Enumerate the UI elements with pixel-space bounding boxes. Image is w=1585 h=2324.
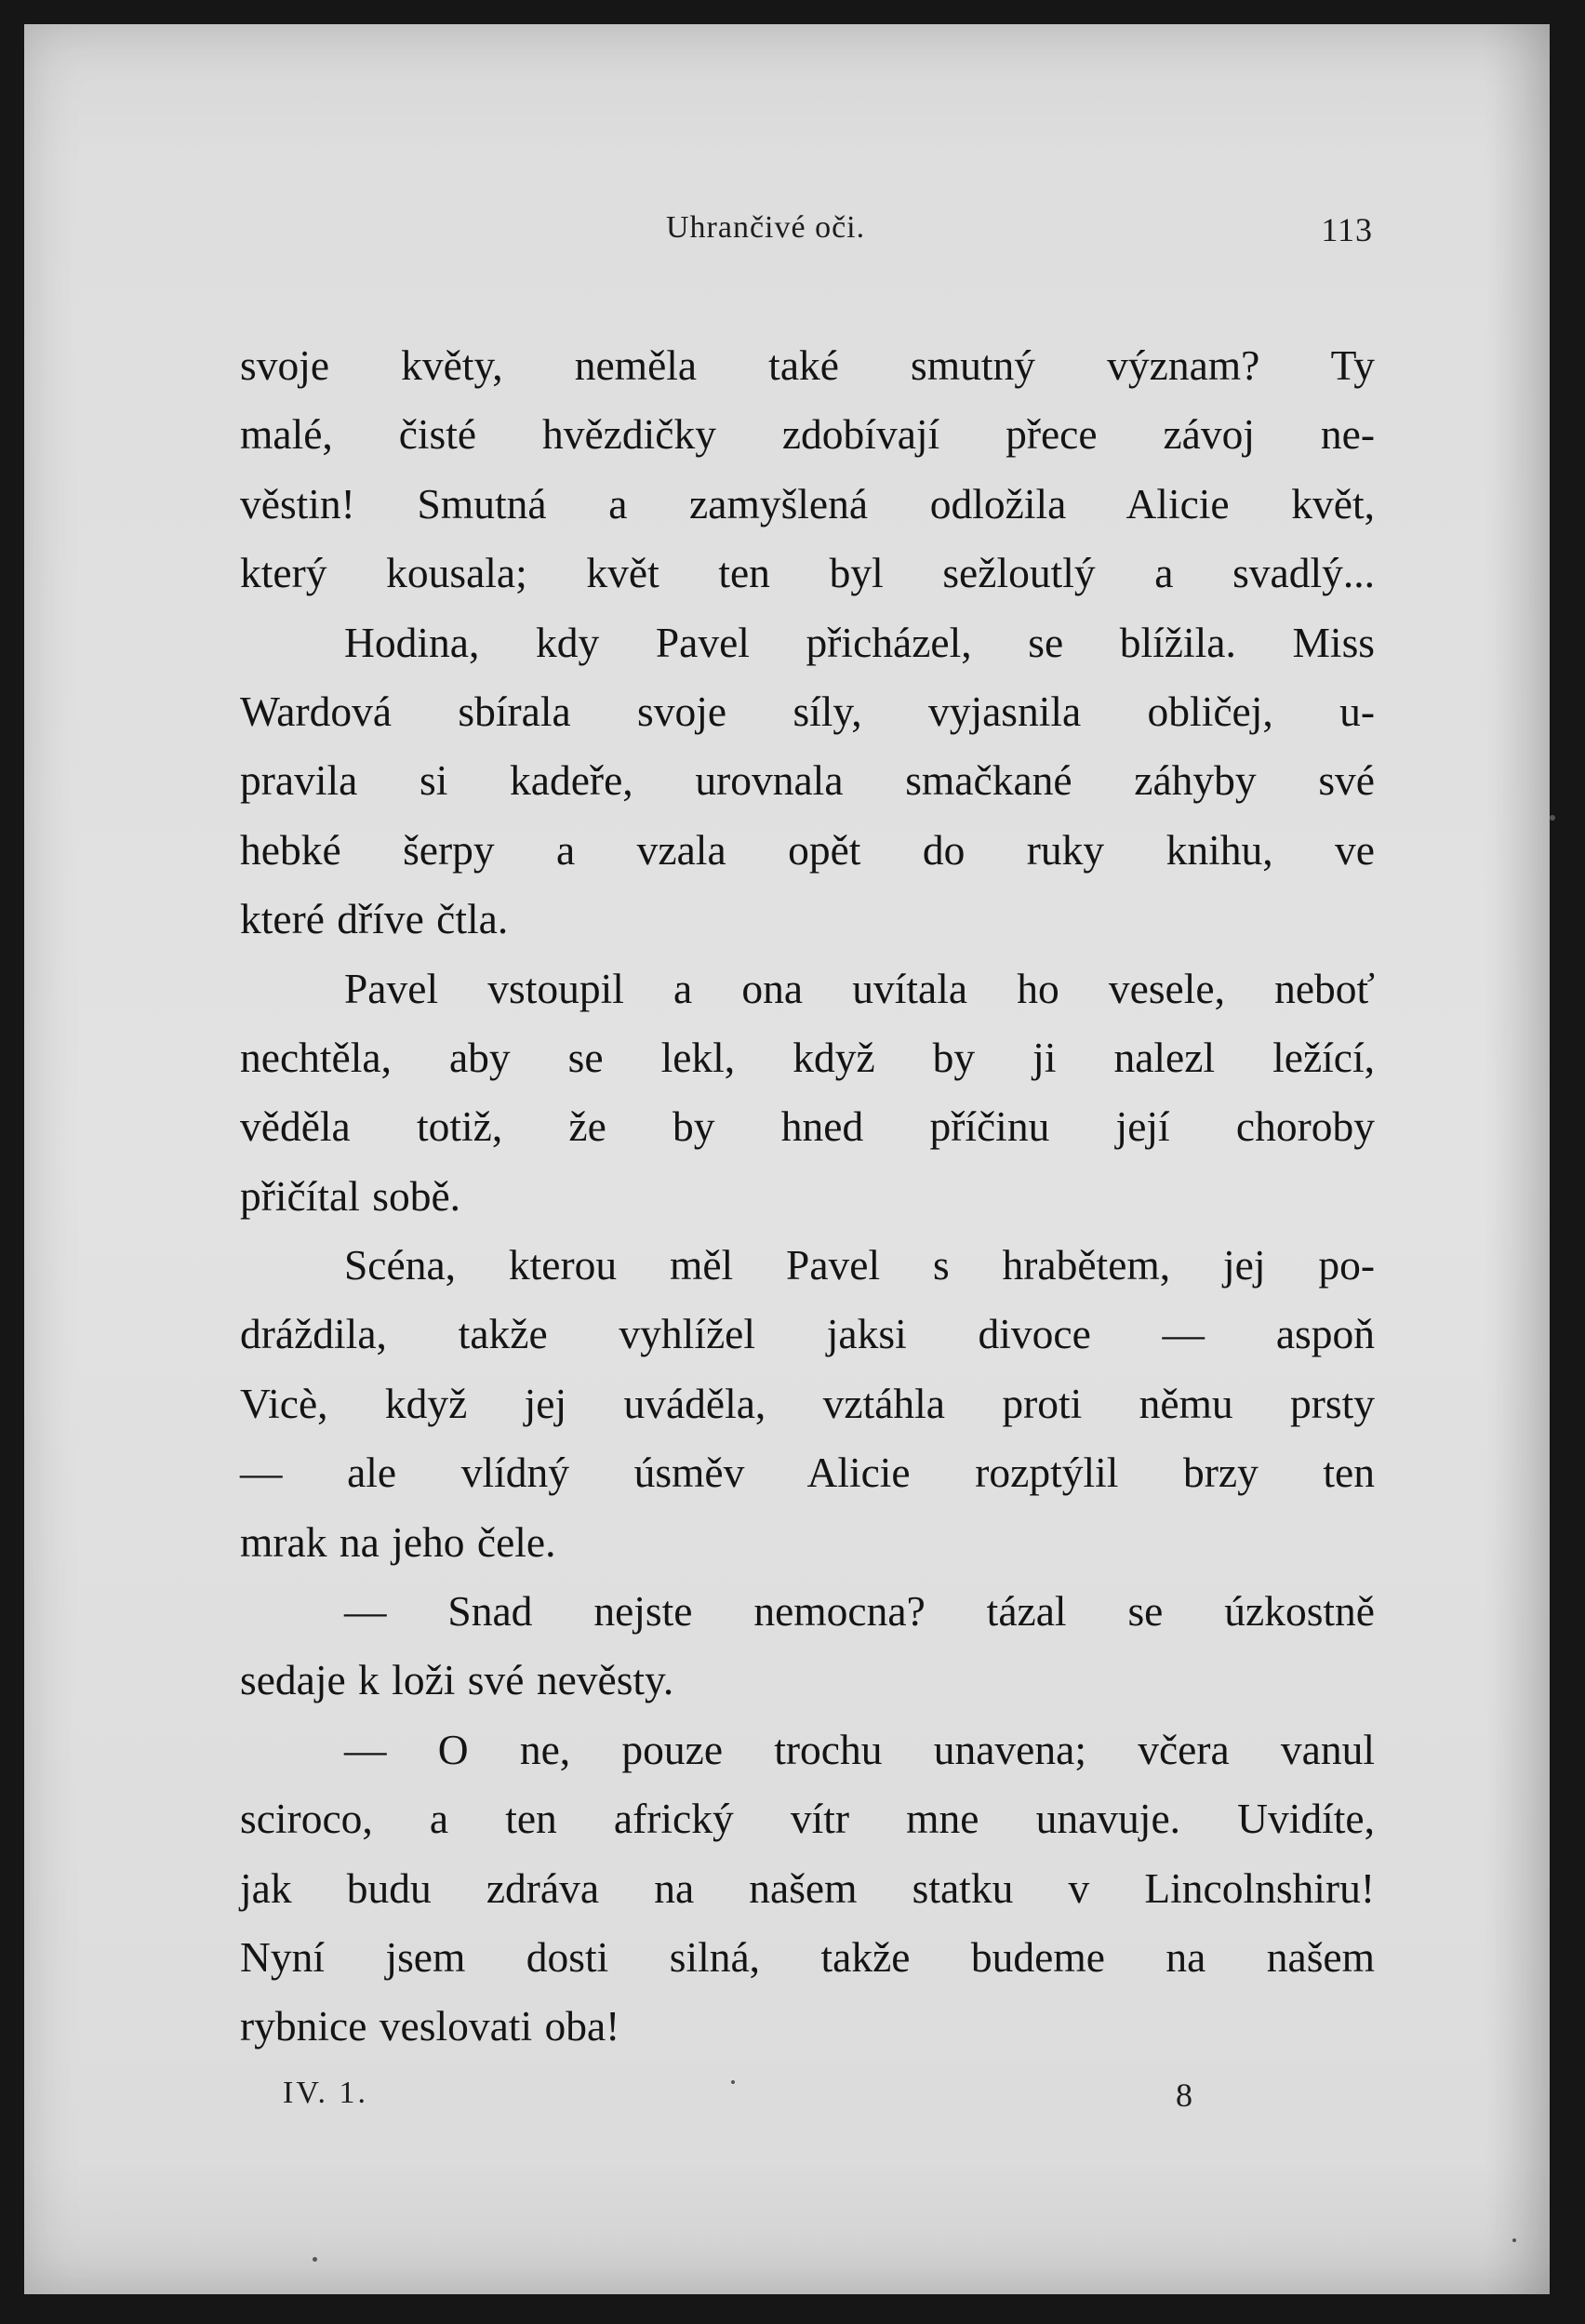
body-text — [240, 331, 1375, 2062]
text-line: dráždila, takže vyhlížel jaksi divoce — aspoň — [240, 1310, 1375, 1358]
text-line: — Snad nejste nemocna? tázal se úzkostně — [344, 1587, 1375, 1636]
page-header — [238, 210, 1373, 266]
book-page — [24, 24, 1550, 2294]
text-line: Hodina, kdy Pavel přicházel, se blížila. Miss — [344, 618, 1375, 666]
scan-speck — [1550, 815, 1555, 821]
text-line: Nyní jsem dosti silná, takže budeme na našem — [240, 1932, 1375, 1981]
scan-speck — [731, 2080, 735, 2084]
page-number: 113 — [1321, 211, 1373, 248]
text-line: Scéna, kterou měl Pavel s hrabětem, jej po- — [344, 1241, 1375, 1289]
text-line: věděla totiž, že by hned příčinu její choroby — [240, 1102, 1375, 1151]
text-line: nechtěla, aby se lekl, když by ji nalezl ležící, — [240, 1033, 1375, 1081]
text-line: Pavel vstoupil a ona uvítala ho vesele, neboť — [344, 964, 1375, 1012]
scan-speck — [1512, 2238, 1516, 2242]
text-line: malé, čisté hvězdičky zdobívají přece závoj ne- — [240, 410, 1375, 459]
text-line: pravila si kadeře, urovnala smačkané záhyby své — [240, 756, 1375, 805]
text-line: mrak na jeho čele. — [240, 1517, 556, 1566]
text-line: — O ne, pouze trochu unavena; včera vanul — [344, 1725, 1375, 1773]
text-line: svoje květy, neměla také smutný význam? Ty — [240, 341, 1375, 389]
scan-speck — [313, 2257, 317, 2262]
sheet-number: 8 — [1176, 2077, 1192, 2114]
text-line: sciroco, a ten africký vítr mne unavuje. Uvidíte, — [240, 1795, 1375, 1843]
text-line: přičítal sobě. — [240, 1171, 461, 1220]
text-line: rybnice veslovati oba! — [240, 2002, 620, 2050]
text-line: Wardová sbírala svoje síly, vyjasnila obličej, u- — [240, 687, 1375, 735]
text-line: jak budu zdráva na našem statku v Lincolnshiru! — [240, 1863, 1375, 1912]
text-line: hebké šerpy a vzala opět do ruky knihu, ve — [240, 825, 1375, 874]
text-line: věstin! Smutná a zamyšlená odložila Alicie květ, — [240, 479, 1375, 528]
text-line: — ale vlídný úsměv Alicie rozptýlil brzy ten — [240, 1449, 1375, 1497]
running-title: Uhrančivé oči. — [666, 210, 866, 245]
text-line: Vicè, když jej uváděla, vztáhla proti němu prsty — [240, 1379, 1375, 1427]
printer-signature: IV. 1. — [283, 2076, 368, 2110]
text-line: který kousala; květ ten byl sežloutlý a svadlý... — [240, 549, 1375, 597]
page-footer — [283, 2076, 1213, 2122]
text-line: sedaje k loži své nevěsty. — [240, 1656, 674, 1704]
text-line: které dříve čtla. — [240, 895, 509, 943]
